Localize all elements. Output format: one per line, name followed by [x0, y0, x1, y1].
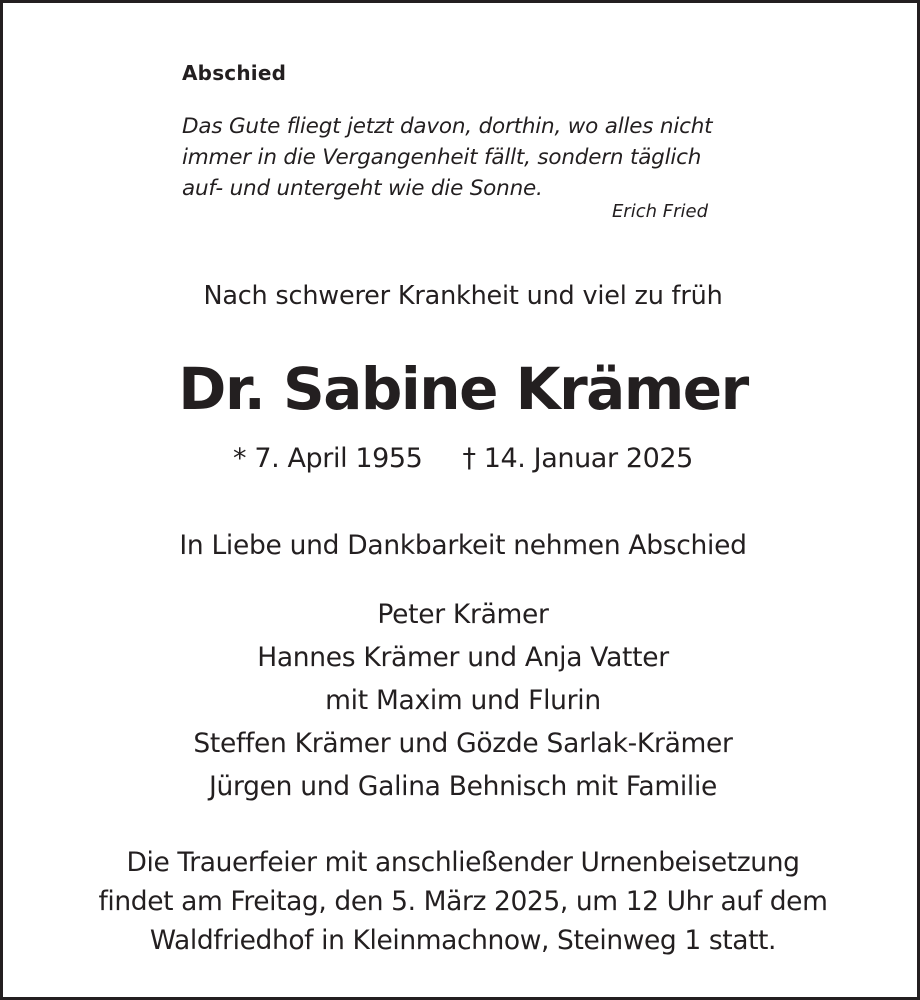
death-date: † 14. Januar 2025 — [462, 443, 693, 474]
mourner: Steffen Krämer und Gözde Sarlak-Krämer — [193, 728, 733, 759]
mourner: Hannes Krämer und Anja Vatter — [257, 642, 669, 673]
mourners-list — [3, 593, 920, 808]
motto-quote-line: auf- und untergeht wie die Sonne. — [182, 176, 543, 201]
life-dates — [3, 443, 920, 474]
ceremony-line: Die Trauerfeier mit anschließender Urnenbeisetzung — [126, 847, 800, 878]
intro-text: Nach schwerer Krankheit und viel zu früh — [203, 281, 723, 311]
motto-author: Erich Fried — [611, 201, 708, 222]
mourner: Jürgen und Galina Behnisch mit Familie — [208, 771, 718, 802]
birth-date: * 7. April 1955 — [233, 443, 423, 474]
deceased-name: Dr. Sabine Krämer — [178, 355, 748, 423]
motto-quote — [182, 111, 782, 204]
ceremony-line: Waldfriedhof in Kleinmachnow, Steinweg 1 statt. — [149, 925, 777, 956]
farewell-text: In Liebe und Dankbarkeit nehmen Abschied — [179, 530, 747, 561]
motto-quote-line: Das Gute fliegt jetzt davon, dorthin, wo alles nicht — [182, 114, 713, 139]
ceremony-info — [3, 843, 920, 960]
mourner: Peter Krämer — [377, 599, 549, 630]
motto-title: Abschied — [182, 61, 287, 85]
mourner: mit Maxim und Flurin — [325, 685, 601, 716]
ceremony-line: findet am Freitag, den 5. März 2025, um 12 Uhr auf dem — [98, 886, 828, 917]
motto-quote-line: immer in die Vergangenheit fällt, sondern täglich — [182, 145, 702, 170]
